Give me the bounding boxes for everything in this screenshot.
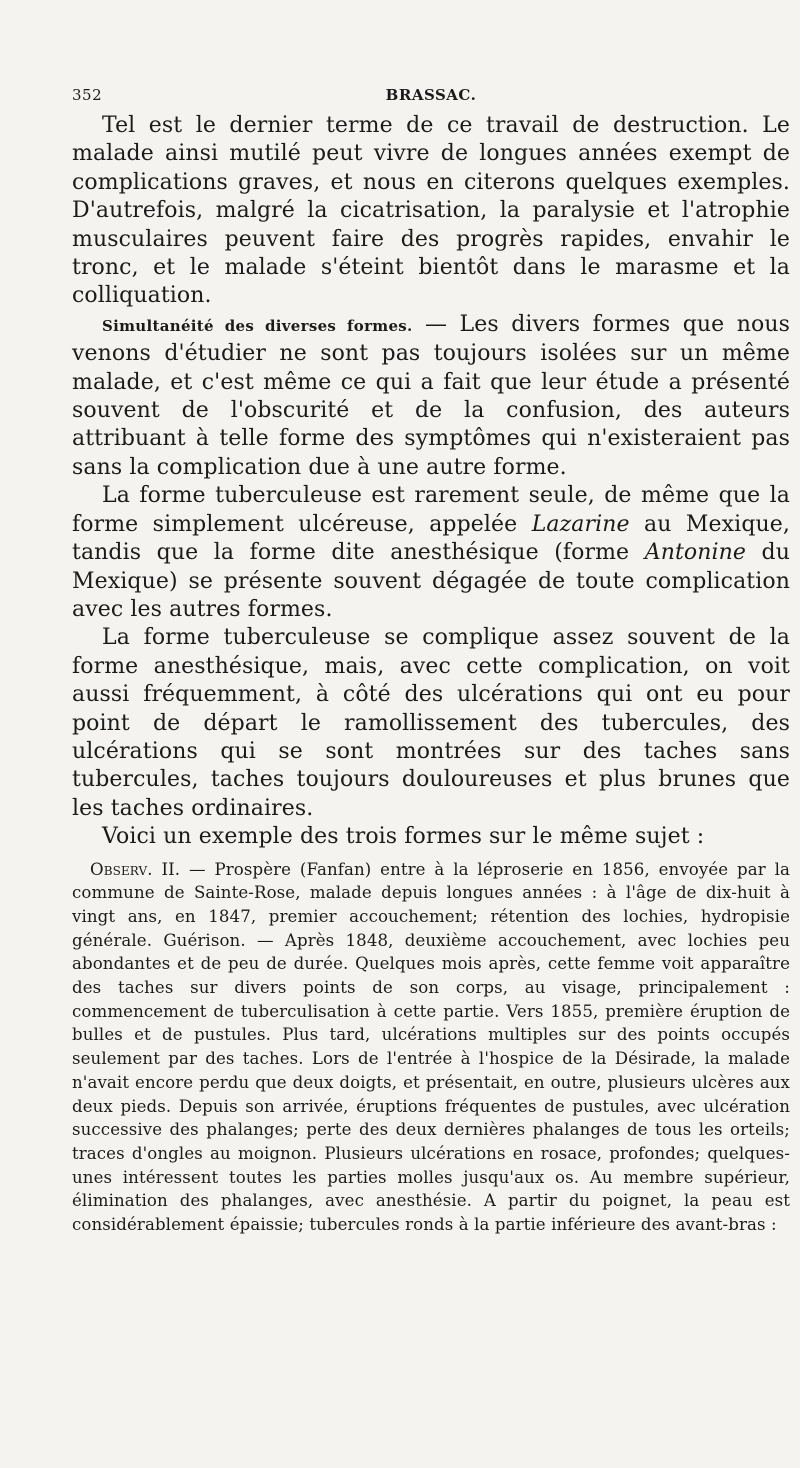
term-lazarine: Lazarine xyxy=(531,511,630,537)
term-antonine: Antonine xyxy=(644,540,747,566)
observation-block xyxy=(72,858,790,1237)
paragraph-2-text: — Les divers formes que nous venons d'étudier ne sont pas toujours isolées sur un même malade, et c'est même ce qui a fait que leur étude a présenté souvent de l'obscurité et de la confusion, des auteurs attribuant à telle forme des symptômes qui n'existeraient pas sans la complication due à une autre forme. xyxy=(72,311,791,480)
paragraph-3 xyxy=(72,482,790,624)
paragraph-3-text-c: du Mexique) se présente souvent dégagée de toute complication avec les autres formes. xyxy=(72,540,791,622)
observation-text: — Prospère (Fanfan) entre à la léproserie en 1856, envoyée par la commune de Sainte-Rose, malade depuis longues années : à l'âge de dix-huit à vingt ans, en 1847, premier accouchement; rétention des lochies, hydropisie générale. Guérison. — Après 1848, deuxième accouchement, avec lochies peu abondantes et de peu de durée. Quelques mois après, cette femme voit apparaître des taches sur divers points de son corps, au visage, principalement : commencement de tuberculisation à cette partie. Vers 1855, première éruption de bulles et de pustules. Plus tard, ulcérations multiples sur des points occupés seulement par des taches. Lors de l'entrée à l'hospice de la Désirade, la malade n'avait encore perdu que deux doigts, et présentait, en outre, plusieurs ulcères aux deux pieds. Depuis son arrivée, éruptions fréquentes de pustules, avec ulcération successive des phalanges; perte des deux dernières phalanges de tous les orteils; traces d'ongles au moignon. Plusieurs ulcérations en rosace, profondes; quelques-unes intéressent toutes les parties molles jusqu'aux os. Au membre supérieur, élimination des phalanges, avec anesthésie. A partir du poignet, la peau est considérablement épaissie; tubercules ronds à la partie inférieure des avant-bras : xyxy=(72,859,790,1235)
body-text xyxy=(72,112,790,852)
running-header xyxy=(72,86,790,104)
book-page xyxy=(72,86,790,1237)
paragraph-2 xyxy=(72,311,790,482)
observation-label: Observ. II. xyxy=(90,859,181,879)
paragraph-3-text-b: au Mexique, tandis que la forme dite anesthésique (forme xyxy=(72,511,790,566)
running-title: BRASSAC. xyxy=(385,86,477,104)
paragraph-1: Tel est le dernier terme de ce travail de destruction. Le malade ainsi mutilé peut vivre de longues années exempt de complications graves, et nous en citerons quelques exemples. D'autrefois, malgré la cicatrisation, la paralysie et l'atrophie musculaires peuvent faire des progrès rapides, envahir le tronc, et le malade s'éteint bientôt dans le marasme et la colliquation. xyxy=(72,113,790,309)
section-heading-runin: Simultanéité des diverses formes. xyxy=(102,316,413,335)
page-number: 352 xyxy=(72,86,103,104)
paragraph-4: La forme tuberculeuse se complique assez souvent de la forme anesthésique, mais, avec cette complication, on voit aussi fréquemment, à côté des ulcérations qui ont eu pour point de départ le ramollissement des tubercules, des ulcérations qui se sont montrées sur des taches sans tubercules, taches toujours douloureuses et plus brunes que les taches ordinaires. xyxy=(72,625,790,821)
paragraph-5: Voici un exemple des trois formes sur le même sujet : xyxy=(102,824,705,850)
observation-paragraph xyxy=(72,858,790,1237)
paragraph-3-text-a: La forme tuberculeuse est rarement seule, de même que la forme simplement ulcéreuse, appelée xyxy=(72,483,790,537)
